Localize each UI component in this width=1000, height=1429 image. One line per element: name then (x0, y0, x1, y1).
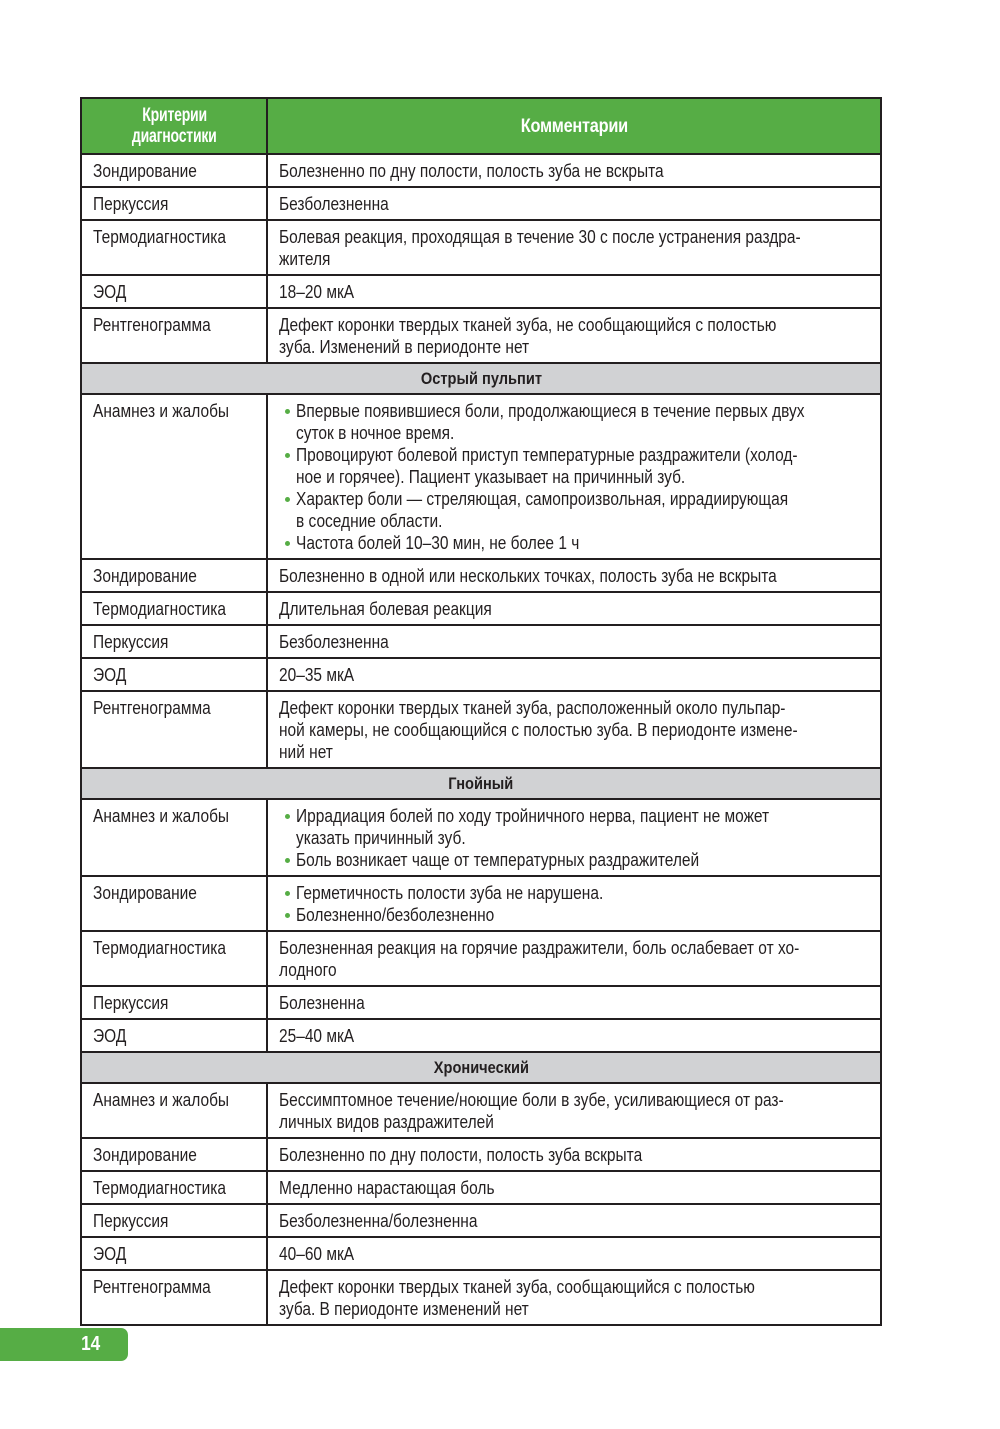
bullet-text-line: Иррадиация болей по ходу тройничного нерва, пациент не может (296, 806, 770, 826)
criterion-label: Анамнез и жалобы (93, 806, 230, 826)
criterion-cell (81, 1204, 267, 1237)
criterion-label: Термодиагностика (93, 1178, 227, 1198)
criterion-label: Рентгенограмма (93, 1277, 211, 1297)
comment-cell (267, 187, 881, 220)
comment-text-line: Болезненно в одной или нескольких точках, полость зуба не вскрыта (279, 566, 777, 586)
comment-cell (267, 1270, 881, 1325)
criterion-label: Анамнез и жалобы (93, 401, 230, 421)
comment-text-line: Безболезненна/болезненна (279, 1211, 478, 1231)
bullet-text-line: в соседние области. (296, 511, 443, 531)
comment-cell (267, 154, 881, 187)
comment-cell (267, 1083, 881, 1138)
comment-text-line: 25–40 мкА (279, 1026, 355, 1046)
criterion-cell (81, 154, 267, 187)
criterion-label: Зондирование (93, 161, 197, 181)
table-row (81, 1237, 881, 1270)
bullet-text-line: Боль возникает чаще от температурных раздражителей (296, 850, 700, 870)
table-body (81, 154, 881, 1325)
criterion-cell (81, 1138, 267, 1171)
criterion-label: Рентгенограмма (93, 315, 211, 335)
criterion-cell (81, 308, 267, 363)
comment-text-line: зуба. В периодонте изменений нет (279, 1299, 529, 1319)
comment-cell (267, 931, 881, 986)
table-row (81, 220, 881, 275)
criterion-cell (81, 1237, 267, 1270)
comment-text-line: Болезненна (279, 993, 365, 1013)
table-header-row (81, 98, 881, 154)
table-row (81, 658, 881, 691)
table-row (81, 308, 881, 363)
comment-text-line: ний нет (279, 742, 333, 762)
bullet-list (279, 882, 874, 926)
criterion-label: Зондирование (93, 1145, 197, 1165)
comment-cell (267, 220, 881, 275)
comment-cell (267, 658, 881, 691)
bullet-text-line: Провоцируют болевой приступ температурные раздражители (холод- (296, 445, 798, 465)
comment-text-line: Дефект коронки твердых тканей зуба, не сообщающийся с полостью (279, 315, 777, 335)
comment-text-line: ной камеры, не сообщающийся с полостью зуба. В периодонте измене- (279, 720, 798, 740)
bullet-item (285, 882, 874, 904)
bullet-item (285, 849, 874, 871)
criterion-label: Термодиагностика (93, 599, 227, 619)
comment-cell (267, 691, 881, 768)
criterion-label: Зондирование (93, 883, 197, 903)
table-row (81, 876, 881, 931)
comment-text-line: Болезненно по дну полости, полость зуба не вскрыта (279, 161, 664, 181)
criterion-label: Зондирование (93, 566, 197, 586)
table-row (81, 187, 881, 220)
comment-text-line: Длительная болевая реакция (279, 599, 492, 619)
bullet-item (285, 488, 874, 532)
criterion-label: Перкуссия (93, 194, 169, 214)
column-header-criteria-line2: диагностики (131, 126, 217, 147)
comment-cell (267, 592, 881, 625)
table-row (81, 691, 881, 768)
bullet-text-line: суток в ночное время. (296, 423, 455, 443)
table-row (81, 1138, 881, 1171)
comment-text-line: Безболезненна (279, 632, 389, 652)
bullet-list (279, 400, 874, 554)
criterion-label: Термодиагностика (93, 938, 227, 958)
comment-text-line: Болезненно по дну полости, полость зуба вскрыта (279, 1145, 643, 1165)
table-row (81, 1019, 881, 1052)
bullet-item (285, 805, 874, 849)
comment-text-line: Болезненная реакция на горячие раздражители, боль ослабевает от хо- (279, 938, 800, 958)
bullet-item (285, 444, 874, 488)
column-header-criteria-line1: Критерии (141, 105, 207, 126)
criterion-cell (81, 1019, 267, 1052)
table-row (81, 1204, 881, 1237)
bullet-list (279, 805, 874, 871)
bullet-text-line: Частота болей 10–30 мин, не более 1 ч (296, 533, 580, 553)
criterion-cell (81, 187, 267, 220)
section-title-text: Острый пульпит (420, 368, 542, 388)
table-row (81, 986, 881, 1019)
comment-cell (267, 1237, 881, 1270)
criterion-label: ЭОД (93, 1026, 127, 1046)
criterion-cell (81, 559, 267, 592)
bullet-text-line: Герметичность полости зуба не нарушена. (296, 883, 604, 903)
comment-text-line: Безболезненна (279, 194, 389, 214)
table-row (81, 1270, 881, 1325)
criterion-label: ЭОД (93, 1244, 127, 1264)
comment-text-line: Дефект коронки твердых тканей зуба, сообщающийся с полостью (279, 1277, 755, 1297)
criterion-cell (81, 1083, 267, 1138)
criterion-cell (81, 986, 267, 1019)
section-title-text: Хронический (433, 1057, 529, 1077)
page-number: 14 (80, 1333, 100, 1355)
table-row (81, 799, 881, 876)
section-title (81, 1052, 881, 1083)
criterion-label: ЭОД (93, 282, 127, 302)
bullet-text-line: указать причинный зуб. (296, 828, 466, 848)
table-row (81, 1083, 881, 1138)
bullet-item (285, 532, 874, 554)
criterion-cell (81, 658, 267, 691)
section-title (81, 768, 881, 799)
comment-text-line: зуба. Изменений в периодонте нет (279, 337, 530, 357)
table-row (81, 275, 881, 308)
section-title-text: Гнойный (448, 773, 514, 793)
section-header-row (81, 363, 881, 394)
criterion-cell (81, 876, 267, 931)
comment-cell (267, 986, 881, 1019)
section-title (81, 363, 881, 394)
criterion-label: Перкуссия (93, 993, 169, 1013)
comment-text-line: лодного (279, 960, 337, 980)
comment-cell (267, 625, 881, 658)
section-header-row (81, 768, 881, 799)
comment-cell (267, 1138, 881, 1171)
criterion-cell (81, 220, 267, 275)
comment-cell (267, 876, 881, 931)
comment-text-line: 40–60 мкА (279, 1244, 355, 1264)
section-header-row (81, 1052, 881, 1083)
comment-cell (267, 799, 881, 876)
comment-cell (267, 1204, 881, 1237)
criterion-cell (81, 394, 267, 559)
bullet-text-line: Характер боли — стреляющая, самопроизвольная, иррадиирующая (296, 489, 789, 509)
comment-cell (267, 394, 881, 559)
criterion-cell (81, 1171, 267, 1204)
page-number-tab (0, 1328, 128, 1361)
diagnostic-criteria-table (80, 97, 882, 1326)
comment-text-line: Бессимптомное течение/ноющие боли в зубе, усиливающиеся от раз- (279, 1090, 784, 1110)
column-header-comments: Комментарии (267, 98, 881, 154)
comment-text-line: 18–20 мкА (279, 282, 355, 302)
comment-text-line: Медленно нарастающая боль (279, 1178, 495, 1198)
bullet-text-line: Болезненно/безболезненно (296, 905, 495, 925)
criterion-cell (81, 931, 267, 986)
comment-text-line: Дефект коронки твердых тканей зуба, расположенный около пульпар- (279, 698, 786, 718)
comment-cell (267, 559, 881, 592)
comment-cell (267, 275, 881, 308)
criterion-label: Рентгенограмма (93, 698, 211, 718)
bullet-text-line: Впервые появившиеся боли, продолжающиеся в течение первых двух (296, 401, 805, 421)
table-row (81, 559, 881, 592)
comment-text-line: жителя (279, 249, 331, 269)
comment-text-line: Болевая реакция, проходящая в течение 30 с после устранения раздра- (279, 227, 801, 247)
table-row (81, 154, 881, 187)
criterion-label: Перкуссия (93, 1211, 169, 1231)
comment-text-line: личных видов раздражителей (279, 1112, 494, 1132)
comment-cell (267, 1171, 881, 1204)
comment-cell (267, 308, 881, 363)
criterion-cell (81, 592, 267, 625)
table-row (81, 625, 881, 658)
comment-text-line: 20–35 мкА (279, 665, 355, 685)
criterion-cell (81, 275, 267, 308)
table-row (81, 394, 881, 559)
table-row (81, 1171, 881, 1204)
table-row (81, 592, 881, 625)
criterion-label: Анамнез и жалобы (93, 1090, 230, 1110)
bullet-item (285, 904, 874, 926)
bullet-item (285, 400, 874, 444)
comment-cell (267, 1019, 881, 1052)
criterion-label: Термодиагностика (93, 227, 227, 247)
column-header-criteria (81, 98, 267, 154)
criterion-cell (81, 799, 267, 876)
criterion-label: ЭОД (93, 665, 127, 685)
criterion-cell (81, 1270, 267, 1325)
table-row (81, 931, 881, 986)
criterion-cell (81, 691, 267, 768)
bullet-text-line: ное и горячее). Пациент указывает на причинный зуб. (296, 467, 686, 487)
criterion-cell (81, 625, 267, 658)
criterion-label: Перкуссия (93, 632, 169, 652)
